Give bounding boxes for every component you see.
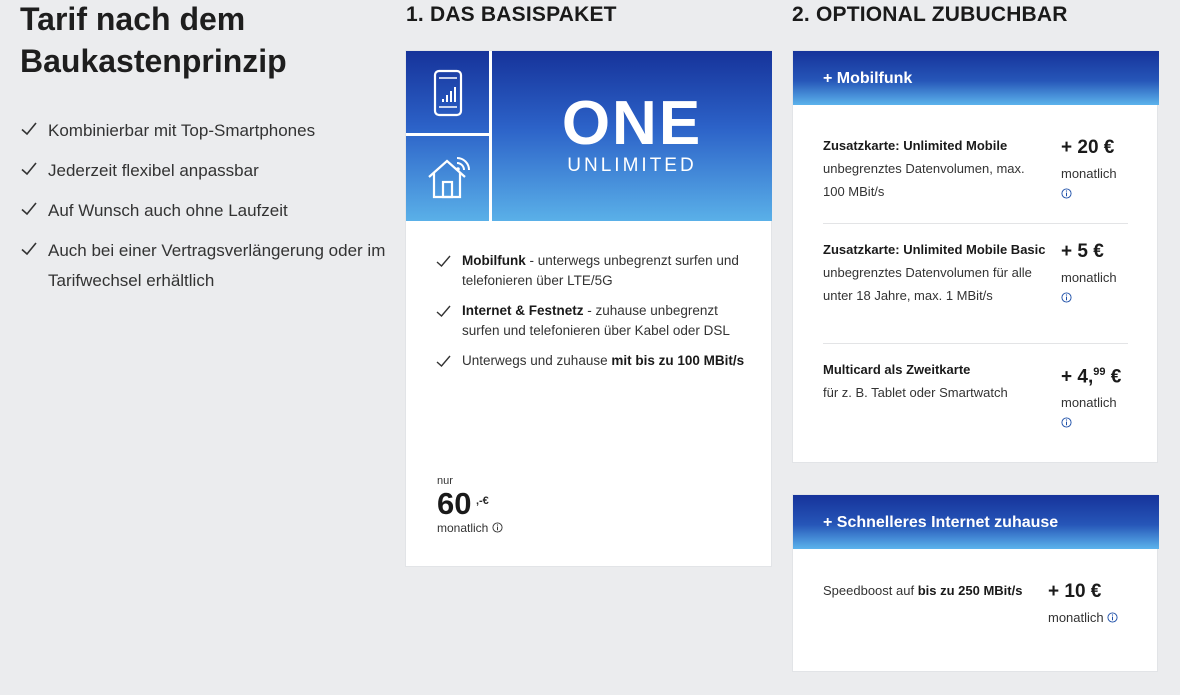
option-period: monatlich <box>1061 166 1117 181</box>
page-title-line-2: Baukastenprinzip <box>20 43 287 79</box>
item-text: - unterwegs unbegrenzt surfen und telefonieren über LTE/5G <box>462 253 739 288</box>
option-name: Multicard als Zweitkarte <box>823 362 971 377</box>
price-currency: € <box>482 495 489 507</box>
info-icon[interactable] <box>492 522 503 533</box>
info-icon[interactable] <box>1107 612 1118 623</box>
checkmark-icon <box>436 254 451 269</box>
price-amount: 60 <box>437 486 472 521</box>
smartphone-icon <box>432 69 464 117</box>
feature-item <box>20 116 390 146</box>
option-price-cents: 99 <box>1093 366 1106 378</box>
feature-text: Auch bei einer Vertragsverlängerung oder im Tarifwechsel erhältlich <box>48 241 386 290</box>
page-title <box>20 0 380 82</box>
checkmark-icon <box>20 160 38 178</box>
checkmark-icon <box>436 354 451 369</box>
list-item <box>436 251 746 291</box>
feature-text: Kombinierbar mit Top-Smartphones <box>48 121 316 140</box>
option-price-main: + 4, <box>1061 366 1094 388</box>
info-icon[interactable] <box>1061 292 1072 303</box>
option-price <box>1061 359 1141 390</box>
item-text: - zuhause unbegrenzt surfen und telefonieren über Kabel oder DSL <box>462 303 730 338</box>
checkmark-icon <box>20 200 38 218</box>
option-name: Zusatzkarte: Unlimited Mobile <box>823 138 1008 153</box>
checkmark-icon <box>20 240 38 258</box>
page-title-line-1: Tarif nach dem <box>20 1 246 37</box>
option-description: unbegrenztes Datenvolumen für alle unter 18 Jahre, max. 1 MBit/s <box>823 265 1032 303</box>
feature-item <box>20 196 390 226</box>
feature-text: Jederzeit flexibel anpassbar <box>48 161 259 180</box>
one-unlimited-banner <box>406 51 772 221</box>
option-row[interactable] <box>823 359 1128 449</box>
price-period: monatlich <box>437 521 489 535</box>
item-bold: Internet & Festnetz <box>462 303 584 318</box>
brand-subtitle: UNLIMITED <box>567 155 697 176</box>
feature-text: Auf Wunsch auch ohne Laufzeit <box>48 201 288 220</box>
banner-divider <box>406 133 490 136</box>
mobile-option-header: + Mobilfunk <box>793 51 1159 105</box>
brand-word: ONE <box>561 89 703 158</box>
option-description: für z. B. Tablet oder Smartwatch <box>823 385 1008 400</box>
internet-option-card <box>792 494 1158 672</box>
price-decimals: ,- <box>475 495 483 507</box>
info-icon[interactable] <box>1061 188 1072 199</box>
option-period: monatlich <box>1061 270 1117 285</box>
info-icon[interactable] <box>1061 417 1072 428</box>
option-price: + 5 € <box>1061 241 1104 262</box>
base-price <box>437 475 503 535</box>
option-name: Zusatzkarte: Unlimited Mobile Basic <box>823 242 1046 257</box>
price-prefix: nur <box>437 475 453 487</box>
item-bold: mit bis zu 100 MBit/s <box>611 353 745 368</box>
option-desc-text: Speedboost auf <box>823 583 918 598</box>
option-description <box>823 579 1038 602</box>
row-divider <box>823 223 1128 224</box>
feature-list <box>20 116 390 306</box>
home-wifi-icon <box>426 155 472 201</box>
option-price: + 20 € <box>1061 137 1115 158</box>
item-bold: Mobilfunk <box>462 253 526 268</box>
option-period: monatlich <box>1061 395 1117 411</box>
option-period-row <box>1048 607 1138 629</box>
option-description: unbegrenztes Datenvolumen, max. 100 MBit/s <box>823 161 1025 199</box>
option-row[interactable] <box>823 239 1128 339</box>
option-price-currency: € <box>1105 366 1122 388</box>
option-desc-bold: bis zu 250 MBit/s <box>917 583 1023 598</box>
option-price: + 10 € <box>1048 581 1102 602</box>
checkmark-icon <box>20 120 38 138</box>
base-package-card <box>405 50 772 567</box>
list-item <box>436 301 746 341</box>
option-period: monatlich <box>1048 610 1104 625</box>
internet-option-header: + Schnelleres Internet zuhause <box>793 495 1159 549</box>
list-item <box>436 351 746 371</box>
feature-item <box>20 156 390 186</box>
checkmark-icon <box>436 304 451 319</box>
item-text: Unterwegs und zuhause <box>462 353 612 368</box>
option-row[interactable] <box>823 579 1128 639</box>
row-divider <box>823 343 1128 344</box>
option-row[interactable] <box>823 135 1128 225</box>
base-package-heading: 1. DAS BASISPAKET <box>406 3 617 26</box>
mobile-option-card <box>792 50 1158 463</box>
optional-heading: 2. OPTIONAL ZUBUCHBAR <box>792 3 1068 26</box>
feature-item <box>20 236 390 296</box>
base-feature-list <box>436 251 746 381</box>
